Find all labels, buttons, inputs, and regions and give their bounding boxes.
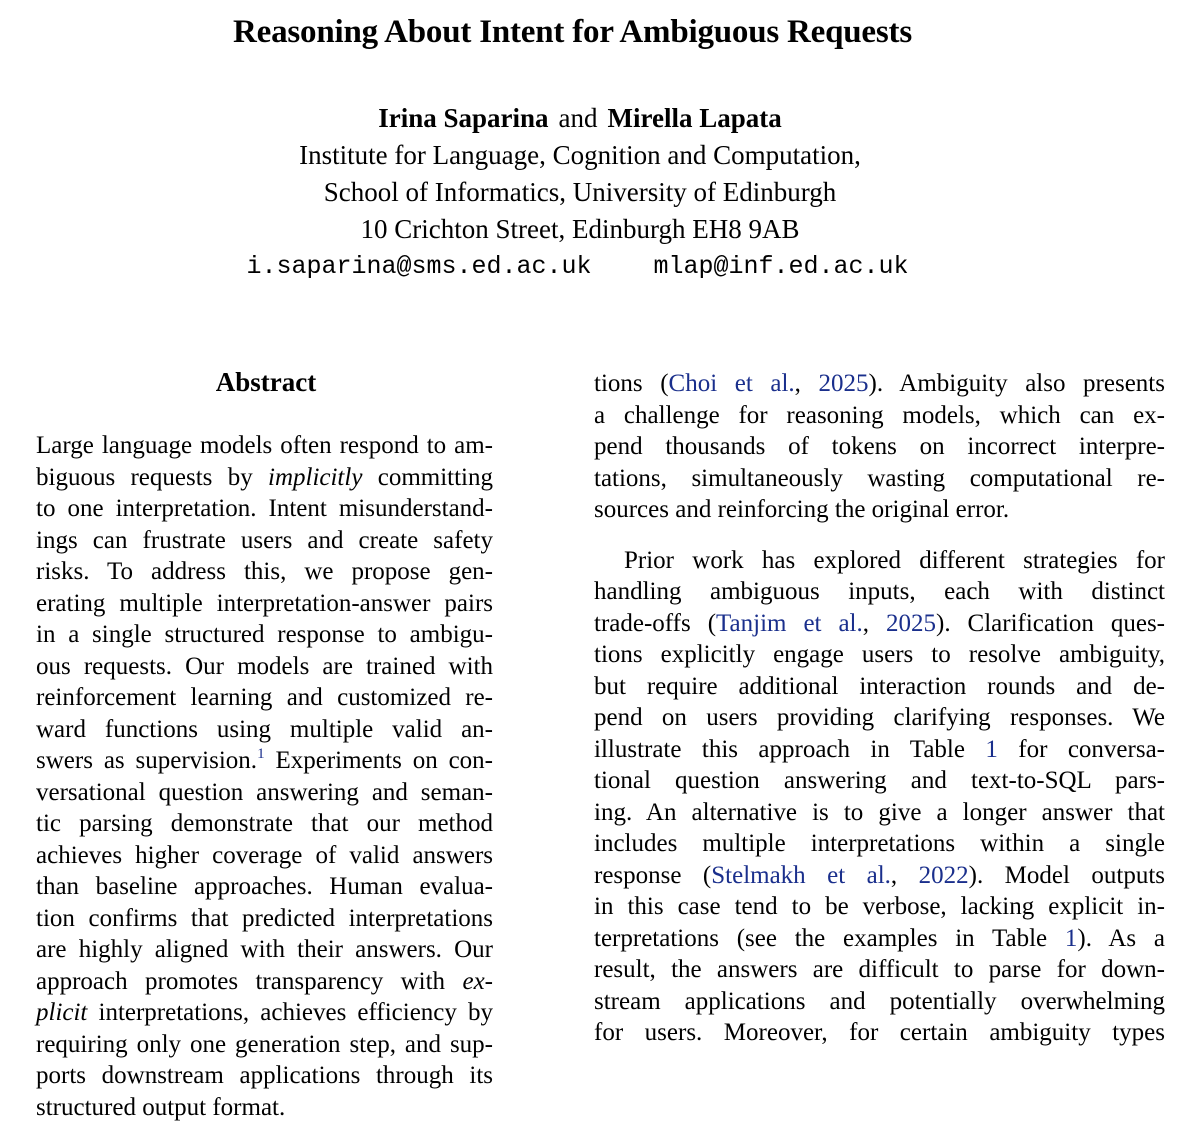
text-line [36, 997, 493, 1029]
text-line: achieves higher coverage of valid answers [36, 841, 493, 869]
text-line [594, 734, 1165, 766]
text-line [594, 860, 1165, 892]
text-line: a challenge for reasoning models, which can ex- [594, 401, 1165, 429]
text-line: but require additional interaction rounds and de- [594, 672, 1165, 700]
text-line: pend thousands of tokens on incorrect interpre- [594, 433, 1165, 460]
text-line: versational question answering and seman- [36, 778, 493, 806]
paper-title: Reasoning About Intent for Ambiguous Requests [233, 14, 912, 50]
text-line [36, 745, 493, 777]
body-column [594, 368, 1165, 1049]
text-line: Large language models often respond to am- [36, 432, 493, 459]
text-run: illustrate this approach in Table [594, 735, 986, 763]
text-run: committing [362, 463, 493, 491]
text-line: in a single structured response to ambigu- [36, 621, 493, 648]
text-run: , [794, 370, 819, 397]
text-line [594, 368, 1165, 400]
emphasis-text: ex- [462, 967, 493, 995]
author-connector: and [558, 103, 598, 133]
text-line [594, 608, 1165, 640]
text-line: Prior work has explored different strategies for [624, 546, 1165, 574]
author-name: Irina Saparina [378, 103, 549, 133]
text-run: ). Ambiguity also presents [868, 370, 1165, 397]
author-email: i.saparina@sms.ed.ac.uk [246, 252, 592, 281]
text-line: ward functions using multiple valid an- [36, 715, 493, 743]
text-line: tion confirms that predicted interpretations [36, 904, 493, 932]
citation-link[interactable]: 2022 [918, 861, 969, 889]
text-line: ports downstream applications through its [36, 1062, 493, 1089]
citation-link[interactable]: 2025 [886, 609, 936, 637]
citation-link[interactable]: Tanjim et al. [716, 609, 863, 637]
text-run: biguous requests by [36, 463, 268, 491]
text-line: erating multiple interpretation-answer pairs [36, 589, 493, 617]
text-run: approach promotes transparency with [36, 967, 463, 995]
text-run: trade-offs ( [594, 609, 717, 637]
abstract-body [36, 430, 493, 1123]
text-line [36, 462, 493, 494]
text-line: structured output format. [36, 1093, 286, 1121]
text-run: swers as supervision. [36, 747, 258, 774]
email-line [0, 250, 1155, 284]
text-line: handling ambiguous inputs, each with distinct [594, 578, 1165, 605]
text-run: terpretations (see the examples in Table [594, 924, 1065, 952]
citation-link[interactable]: Stelmakh et al. [711, 861, 891, 889]
author-email: mlap@inf.ed.ac.uk [653, 252, 909, 281]
text-line: risks. To address this, we propose gen- [36, 558, 493, 585]
text-run: ). Model outputs [968, 861, 1165, 889]
text-run: Experiments on con- [264, 747, 494, 774]
emphasis-text: implicitly [268, 463, 363, 491]
text-line: to one interpretation. Intent misunderstand- [36, 495, 493, 522]
author-name: Mirella Lapata [607, 103, 782, 133]
text-run: , [862, 609, 886, 637]
text-line: than baseline approaches. Human evalua- [36, 873, 493, 900]
text-line: sources and reinforcing the original error. [594, 496, 1010, 523]
text-line [36, 966, 493, 998]
affiliation-line: 10 Crichton Street, Edinburgh EH8 9AB [360, 214, 800, 244]
text-run: interpretations, achieves efficiency by [87, 999, 493, 1026]
text-line [594, 923, 1165, 955]
text-line: pend on users providing clarifying responses. We [594, 704, 1165, 731]
text-line: result, the answers are difficult to parse for down- [594, 956, 1165, 983]
text-line: ing. An alternative is to give a longer answer that [594, 798, 1165, 826]
citation-link[interactable]: Choi et al. [668, 370, 795, 397]
text-run: for conversa- [997, 735, 1165, 763]
text-line: tions explicitly engage users to resolve ambiguity, [594, 641, 1165, 668]
table-reference[interactable]: 1 [1064, 924, 1078, 952]
text-line: ings can frustrate users and create safety [36, 526, 493, 554]
text-line: are highly aligned with their answers. Our [36, 936, 493, 963]
footnote-marker[interactable]: 1 [257, 746, 265, 762]
affiliation-line: Institute for Language, Cognition and Computation, [299, 140, 861, 170]
text-line: reinforcement learning and customized re- [36, 684, 493, 711]
text-run: response ( [594, 861, 712, 889]
affiliation-line: School of Informatics, University of Edinburgh [323, 177, 837, 207]
text-line: requiring only one generation step, and sup- [36, 1030, 493, 1058]
text-run: ). As a [1077, 924, 1165, 952]
text-line: tic parsing demonstrate that our method [36, 810, 493, 837]
text-line: stream applications and potentially overwhelming [594, 987, 1165, 1015]
text-line: in this case tend to be verbose, lacking explicit in- [594, 893, 1165, 920]
text-line: includes multiple interpretations within a single [594, 830, 1165, 857]
author-line [0, 100, 1160, 137]
emphasis-text: plicit [36, 999, 88, 1026]
citation-link[interactable]: 2025 [818, 370, 869, 397]
text-line: tations, simultaneously wasting computational re- [594, 464, 1165, 492]
text-line: for users. Moreover, for certain ambiguity types [594, 1019, 1165, 1046]
abstract-heading: Abstract [215, 367, 317, 397]
text-run: , [890, 861, 919, 889]
text-line: tional question answering and text-to-SQL pars- [594, 767, 1165, 794]
table-reference[interactable]: 1 [985, 735, 998, 763]
text-run: tions ( [594, 370, 669, 397]
text-line: ous requests. Our models are trained with [36, 652, 493, 680]
text-run: ). Clarification ques- [936, 609, 1166, 637]
